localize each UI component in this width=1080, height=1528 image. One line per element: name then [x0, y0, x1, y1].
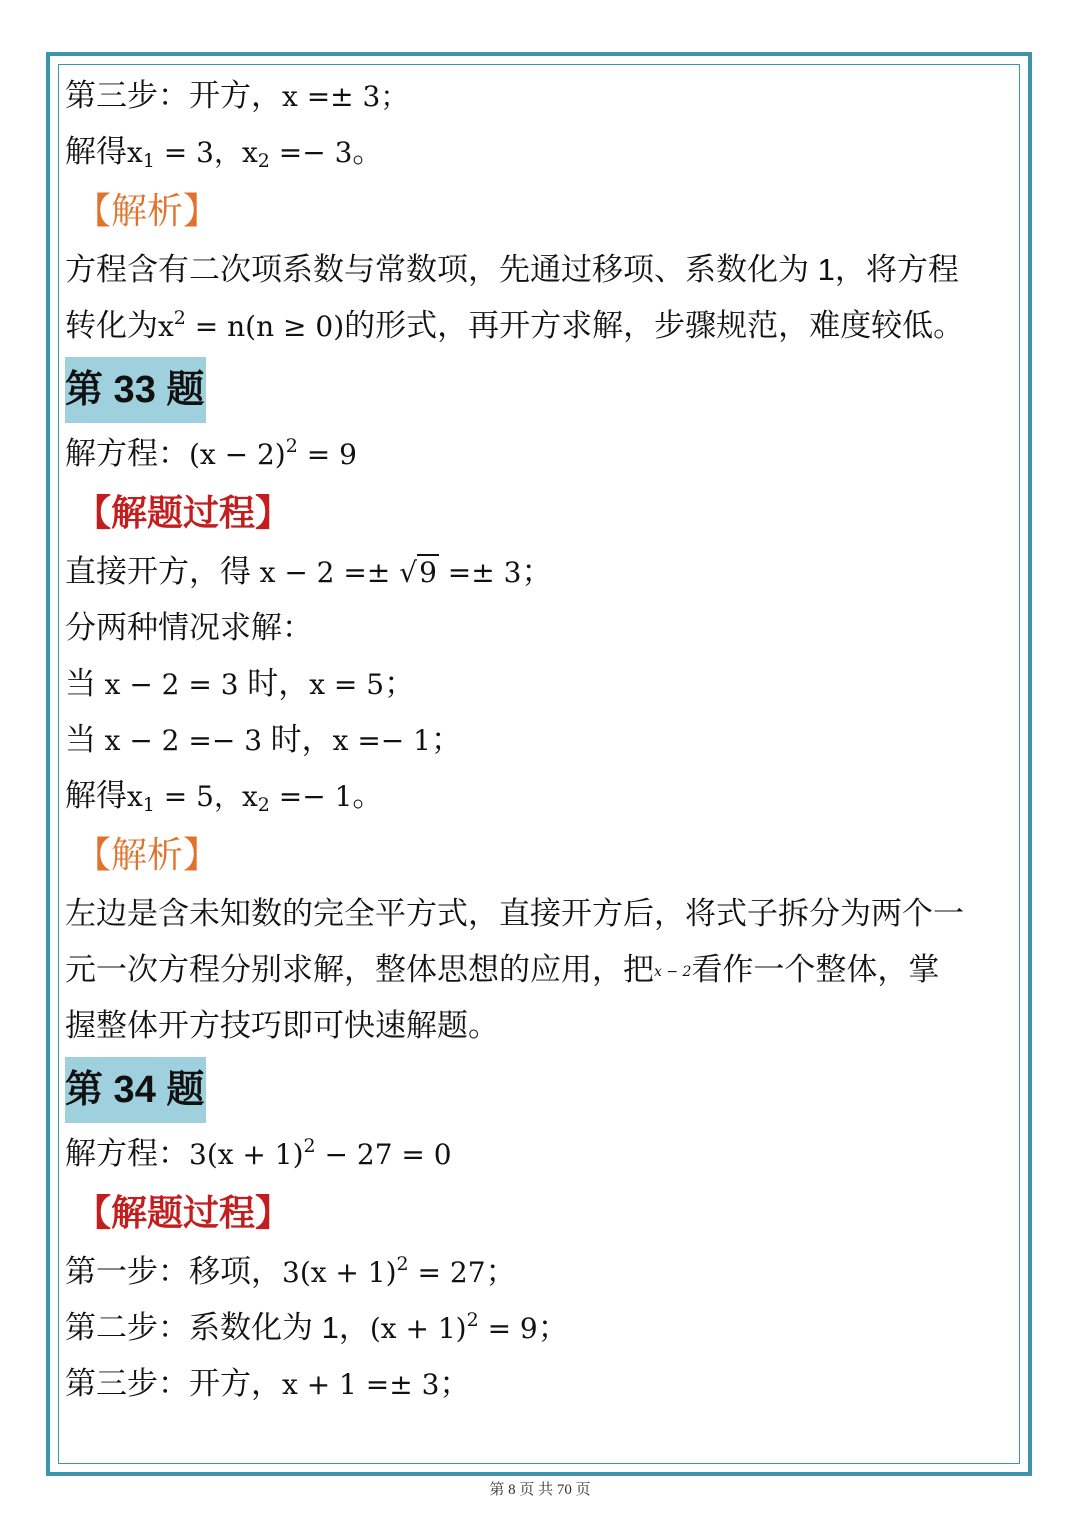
- text: 直接开方，得: [65, 554, 260, 589]
- math: x = 5: [309, 668, 385, 701]
- math: = 3，: [154, 136, 242, 169]
- heading-title: 第 34 题: [65, 1057, 206, 1123]
- text: 第一步：移项，: [65, 1254, 282, 1289]
- math: = 9: [297, 438, 357, 471]
- math-var: x: [127, 136, 143, 169]
- subscript: 1: [142, 794, 155, 816]
- solution-line: [65, 124, 1015, 180]
- analysis-text: 握整体开方技巧即可快速解题。: [65, 1008, 499, 1043]
- solution-process-tag: 【解题过程】: [75, 492, 292, 533]
- math-var: x: [241, 780, 258, 813]
- superscript: 2: [303, 1135, 316, 1157]
- step-three-line: [65, 68, 1015, 124]
- text: 时，: [262, 722, 333, 757]
- math: x − 2 =±: [259, 556, 400, 589]
- analysis-text: 左边是含未知数的完全平方式，直接开方后，将式子拆分为两个一: [65, 896, 964, 931]
- math-var: x: [127, 780, 143, 813]
- math: = n(n ≥ 0): [185, 310, 345, 343]
- superscript: 2: [466, 1309, 479, 1331]
- math: =− 1: [269, 780, 353, 813]
- question-heading-33: [65, 354, 1015, 426]
- superscript: 2: [173, 307, 186, 329]
- math: x − 2 = 3: [104, 668, 239, 701]
- question-heading-34: [65, 1054, 1015, 1126]
- text: 看作一个整体，掌: [691, 952, 940, 987]
- document-body: [65, 68, 1015, 1412]
- text: 解得: [65, 778, 127, 813]
- text: 第三步：开方，: [65, 1366, 282, 1401]
- text: 当: [65, 722, 105, 757]
- analysis-text: [65, 298, 1015, 354]
- text: ；: [521, 554, 553, 589]
- subscript: 2: [257, 794, 270, 816]
- text: 第三步：开方，: [65, 78, 282, 113]
- solution-step: [65, 712, 1015, 768]
- math: 3(x + 1): [282, 1256, 397, 1289]
- math: = 9: [478, 1312, 538, 1345]
- text: ；: [430, 722, 462, 757]
- sqrt-symbol: [399, 554, 439, 589]
- text: 解方程：: [65, 1136, 189, 1171]
- math: x =± 3；: [282, 80, 409, 113]
- text: 元一次方程分别求解，整体思想的应用，把: [65, 952, 654, 987]
- text: ；: [384, 666, 416, 701]
- analysis-text: 方程含有二次项系数与常数项，先通过移项、系数化为 1，将方程: [65, 252, 959, 287]
- math: x =− 1: [332, 724, 431, 757]
- math-var: x: [158, 310, 174, 343]
- math: (x + 1): [369, 1312, 467, 1345]
- text: 第二步：系数化为 1，: [65, 1310, 370, 1345]
- subscript: 1: [142, 150, 155, 172]
- math: (x − 2): [189, 438, 286, 471]
- solution-step: 分两种情况求解：: [65, 610, 313, 645]
- inline-math-small: x − 2: [654, 964, 692, 980]
- text: 的形式，再开方求解，步骤规范，难度较低。: [344, 308, 965, 343]
- text: 转化为: [65, 308, 158, 343]
- problem-statement: [65, 426, 1015, 482]
- text: 当: [65, 666, 105, 701]
- page-number-footer: 第 8 页 共 70 页: [489, 1482, 591, 1498]
- math: = 5，: [154, 780, 242, 813]
- analysis-tag: 【解析】: [75, 190, 220, 231]
- math: = 27: [408, 1256, 486, 1289]
- solution-step: [65, 1300, 1015, 1356]
- math: − 27 = 0: [315, 1138, 452, 1171]
- math: 3(x + 1): [189, 1138, 304, 1171]
- solution-line: [65, 768, 1015, 824]
- text: 。: [352, 778, 384, 813]
- superscript: 2: [285, 435, 298, 457]
- text: 时，: [238, 666, 310, 701]
- math: =± 3: [438, 556, 522, 589]
- math: =− 3: [269, 136, 353, 169]
- text: ；: [439, 1366, 471, 1401]
- text: ；: [537, 1310, 569, 1345]
- analysis-text: [65, 942, 1015, 998]
- radical-sign: √: [399, 556, 418, 589]
- radicand: 9: [419, 556, 437, 589]
- text: 。: [352, 134, 384, 169]
- text: 解方程：: [65, 436, 189, 471]
- solution-process-tag: 【解题过程】: [75, 1192, 292, 1233]
- analysis-tag: 【解析】: [75, 834, 220, 875]
- solution-step: [65, 1244, 1015, 1300]
- subscript: 2: [257, 150, 270, 172]
- solution-step: [65, 1356, 1015, 1412]
- solution-step: [65, 544, 1015, 600]
- text: ；: [485, 1254, 517, 1289]
- math: x − 2 =− 3: [104, 724, 263, 757]
- problem-statement: [65, 1126, 1015, 1182]
- superscript: 2: [396, 1253, 409, 1275]
- math: x + 1 =± 3: [282, 1368, 440, 1401]
- text: 解得: [65, 134, 127, 169]
- heading-title: 第 33 题: [65, 357, 206, 423]
- solution-step: [65, 656, 1015, 712]
- math-var: x: [241, 136, 258, 169]
